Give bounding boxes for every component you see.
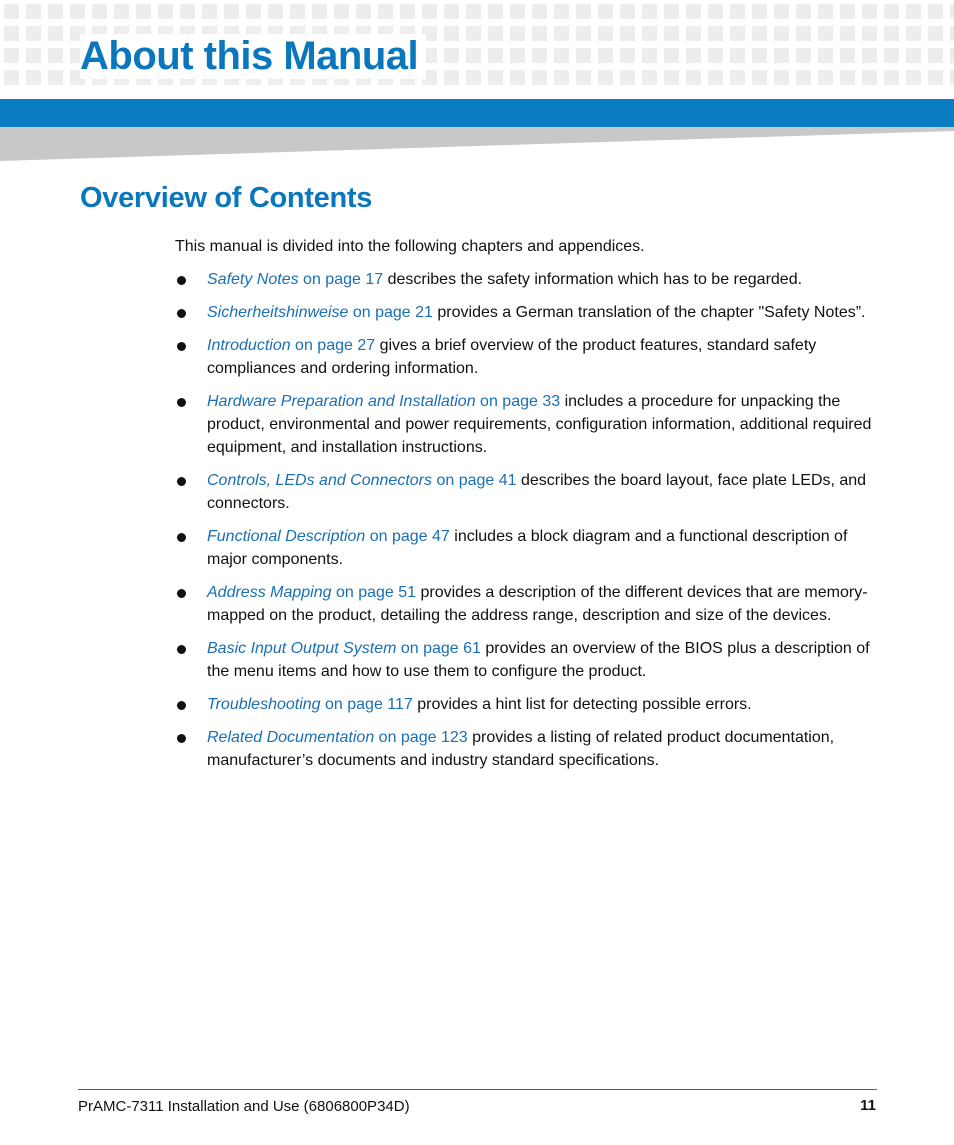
pattern-square	[840, 26, 855, 41]
pattern-square	[884, 48, 899, 63]
bullet-icon	[177, 477, 186, 486]
pattern-square	[268, 4, 283, 19]
pattern-square	[554, 48, 569, 63]
pattern-square	[444, 70, 459, 85]
pattern-square	[444, 26, 459, 41]
chapter-description: describes the safety information which has to be regarded.	[383, 271, 803, 288]
list-item	[175, 693, 880, 716]
page-title: About this Manual	[80, 34, 426, 79]
pattern-square	[884, 70, 899, 85]
chapter-description: provides a hint list for detecting possible errors.	[412, 696, 752, 713]
pattern-square	[136, 4, 151, 19]
pattern-square	[708, 48, 723, 63]
bullet-icon	[177, 309, 186, 318]
page-link[interactable]: on page 21	[348, 304, 433, 321]
pattern-square	[246, 4, 261, 19]
pattern-square	[950, 4, 954, 19]
pattern-square	[202, 4, 217, 19]
pattern-square	[686, 70, 701, 85]
chapter-link[interactable]: Sicherheitshinweise	[207, 304, 349, 321]
pattern-square	[598, 4, 613, 19]
pattern-square	[4, 48, 19, 63]
pattern-square	[950, 26, 954, 41]
pattern-square	[664, 26, 679, 41]
pattern-square	[576, 48, 591, 63]
pattern-square	[620, 4, 635, 19]
page-link[interactable]: on page 17	[298, 271, 384, 288]
pattern-square	[466, 48, 481, 63]
pattern-square	[488, 48, 503, 63]
pattern-square	[532, 4, 547, 19]
pattern-square	[818, 4, 833, 19]
header-band	[0, 99, 954, 127]
pattern-square	[532, 26, 547, 41]
pattern-square	[26, 4, 41, 19]
pattern-square	[642, 26, 657, 41]
pattern-square	[708, 70, 723, 85]
pattern-square	[818, 26, 833, 41]
pattern-square	[510, 48, 525, 63]
pattern-square	[466, 26, 481, 41]
pattern-square	[576, 4, 591, 19]
footer-divider	[78, 1089, 877, 1090]
pattern-square	[708, 4, 723, 19]
pattern-square	[730, 70, 745, 85]
pattern-square	[818, 48, 833, 63]
list-item	[175, 301, 880, 324]
page-link[interactable]: on page 117	[320, 696, 413, 713]
pattern-square	[796, 4, 811, 19]
pattern-square	[862, 70, 877, 85]
pattern-square	[884, 26, 899, 41]
pattern-square	[862, 26, 877, 41]
pattern-square	[686, 48, 701, 63]
chapter-list	[175, 268, 880, 782]
pattern-square	[664, 4, 679, 19]
chapter-link[interactable]: Troubleshooting	[207, 696, 321, 713]
pattern-square	[730, 48, 745, 63]
pattern-square	[48, 4, 63, 19]
pattern-square	[114, 4, 129, 19]
bullet-icon	[177, 276, 186, 285]
pattern-square	[840, 70, 855, 85]
pattern-square	[774, 70, 789, 85]
chapter-link[interactable]: Address Mapping	[207, 584, 332, 601]
pattern-square	[576, 70, 591, 85]
chapter-link[interactable]: Basic Input Output System	[207, 640, 397, 657]
pattern-square	[840, 4, 855, 19]
pattern-square	[488, 4, 503, 19]
pattern-square	[928, 48, 943, 63]
page-link[interactable]: on page 47	[365, 528, 450, 545]
pattern-square	[620, 70, 635, 85]
pattern-square	[532, 48, 547, 63]
pattern-square	[356, 4, 371, 19]
pattern-square	[664, 48, 679, 63]
pattern-square	[642, 70, 657, 85]
pattern-square	[158, 4, 173, 19]
chapter-description: provides a listing of related product documentation, manufacturer’s documents and industry standard specifications.	[207, 729, 835, 769]
pattern-square	[554, 70, 569, 85]
pattern-square	[510, 4, 525, 19]
pattern-square	[752, 4, 767, 19]
page-link[interactable]: on page 123	[374, 729, 468, 746]
pattern-square	[532, 70, 547, 85]
chapter-description: provides a German translation of the chapter "Safety Notes”.	[432, 304, 866, 321]
pattern-square	[796, 70, 811, 85]
pattern-square	[796, 26, 811, 41]
list-item	[175, 525, 880, 571]
pattern-square	[4, 70, 19, 85]
bullet-icon	[177, 734, 186, 743]
chapter-description: describes the board layout, face plate LEDs, and connectors.	[207, 472, 867, 512]
pattern-square	[510, 70, 525, 85]
bullet-icon	[177, 701, 186, 710]
pattern-square	[950, 48, 954, 63]
chapter-description: includes a block diagram and a functional description of major components.	[207, 528, 848, 568]
pattern-square	[906, 48, 921, 63]
pattern-square	[950, 70, 954, 85]
chapter-link[interactable]: Hardware Preparation and Installation	[207, 393, 476, 410]
chapter-link[interactable]: Safety Notes	[207, 271, 299, 288]
pattern-square	[466, 4, 481, 19]
pattern-square	[180, 4, 195, 19]
pattern-square	[774, 4, 789, 19]
pattern-square	[48, 70, 63, 85]
pattern-square	[400, 4, 415, 19]
pattern-square	[884, 4, 899, 19]
pattern-square	[686, 4, 701, 19]
intro-text: This manual is divided into the following chapters and appendices.	[175, 238, 645, 255]
pattern-square	[70, 4, 85, 19]
pattern-square	[290, 4, 305, 19]
pattern-square	[48, 26, 63, 41]
bullet-icon	[177, 645, 186, 654]
page-link[interactable]: on page 27	[290, 337, 376, 354]
page-link[interactable]: on page 61	[396, 640, 481, 657]
pattern-square	[224, 4, 239, 19]
pattern-square	[840, 48, 855, 63]
pattern-square	[928, 4, 943, 19]
pattern-square	[906, 70, 921, 85]
pattern-square	[818, 70, 833, 85]
pattern-square	[862, 4, 877, 19]
pattern-square	[4, 26, 19, 41]
chapter-description: provides an overview of the BIOS plus a description of the menu items and how to use them to configure the product.	[207, 640, 870, 680]
pattern-square	[774, 26, 789, 41]
list-item	[175, 268, 880, 291]
pattern-square	[928, 26, 943, 41]
pattern-square	[92, 4, 107, 19]
pattern-square	[488, 26, 503, 41]
header-swoosh	[0, 127, 954, 163]
pattern-square	[312, 4, 327, 19]
pattern-square	[664, 70, 679, 85]
pattern-square	[510, 26, 525, 41]
bullet-icon	[177, 589, 186, 598]
list-item	[175, 726, 880, 772]
list-item	[175, 390, 880, 459]
pattern-square	[730, 4, 745, 19]
chapter-link[interactable]: Functional Description	[207, 528, 366, 545]
list-item	[175, 637, 880, 683]
page-link[interactable]: on page 33	[475, 393, 561, 410]
pattern-square	[642, 4, 657, 19]
pattern-square	[598, 70, 613, 85]
chapter-description: gives a brief overview of the product features, standard safety compliances and ordering information.	[207, 337, 817, 377]
chapter-description: includes a procedure for unpacking the product, environmental and power requirements, configuration information, additional required equipment, and installation instructions.	[207, 393, 872, 456]
pattern-square	[862, 48, 877, 63]
pattern-square	[752, 48, 767, 63]
bullet-icon	[177, 533, 186, 542]
pattern-square	[26, 26, 41, 41]
pattern-square	[334, 4, 349, 19]
chapter-link[interactable]: Related Documentation	[207, 729, 375, 746]
pattern-square	[686, 26, 701, 41]
list-item	[175, 469, 880, 515]
pattern-square	[466, 70, 481, 85]
pattern-square	[4, 4, 19, 19]
list-item	[175, 334, 880, 380]
pattern-square	[444, 48, 459, 63]
pattern-square	[378, 4, 393, 19]
pattern-square	[774, 48, 789, 63]
page-link[interactable]: on page 41	[432, 472, 517, 489]
pattern-square	[752, 26, 767, 41]
pattern-square	[620, 48, 635, 63]
bullet-icon	[177, 398, 186, 407]
pattern-square	[906, 26, 921, 41]
pattern-square	[554, 4, 569, 19]
bullet-icon	[177, 342, 186, 351]
pattern-square	[928, 70, 943, 85]
pattern-square	[48, 48, 63, 63]
pattern-square	[730, 26, 745, 41]
pattern-square	[488, 70, 503, 85]
pattern-square	[796, 48, 811, 63]
pattern-square	[752, 70, 767, 85]
pattern-square	[906, 4, 921, 19]
section-title: Overview of Contents	[80, 182, 373, 214]
pattern-square	[708, 26, 723, 41]
pattern-square	[620, 26, 635, 41]
pattern-square	[26, 70, 41, 85]
pattern-square	[576, 26, 591, 41]
pattern-square	[598, 26, 613, 41]
list-item	[175, 581, 880, 627]
pattern-square	[554, 26, 569, 41]
chapter-description: provides a description of the different devices that are memory-mapped on the product, detailing the address range, description and size of the devices.	[207, 584, 868, 624]
page-link[interactable]: on page 51	[331, 584, 417, 601]
chapter-link[interactable]: Controls, LEDs and Connectors	[207, 472, 432, 489]
pattern-square	[642, 48, 657, 63]
pattern-square	[422, 4, 437, 19]
footer-page-number: 11	[860, 1097, 876, 1114]
pattern-square	[26, 48, 41, 63]
pattern-square	[444, 4, 459, 19]
chapter-link[interactable]: Introduction	[207, 337, 291, 354]
pattern-square	[598, 48, 613, 63]
footer-doc-title: PrAMC-7311 Installation and Use (6806800P34D)	[78, 1098, 410, 1115]
